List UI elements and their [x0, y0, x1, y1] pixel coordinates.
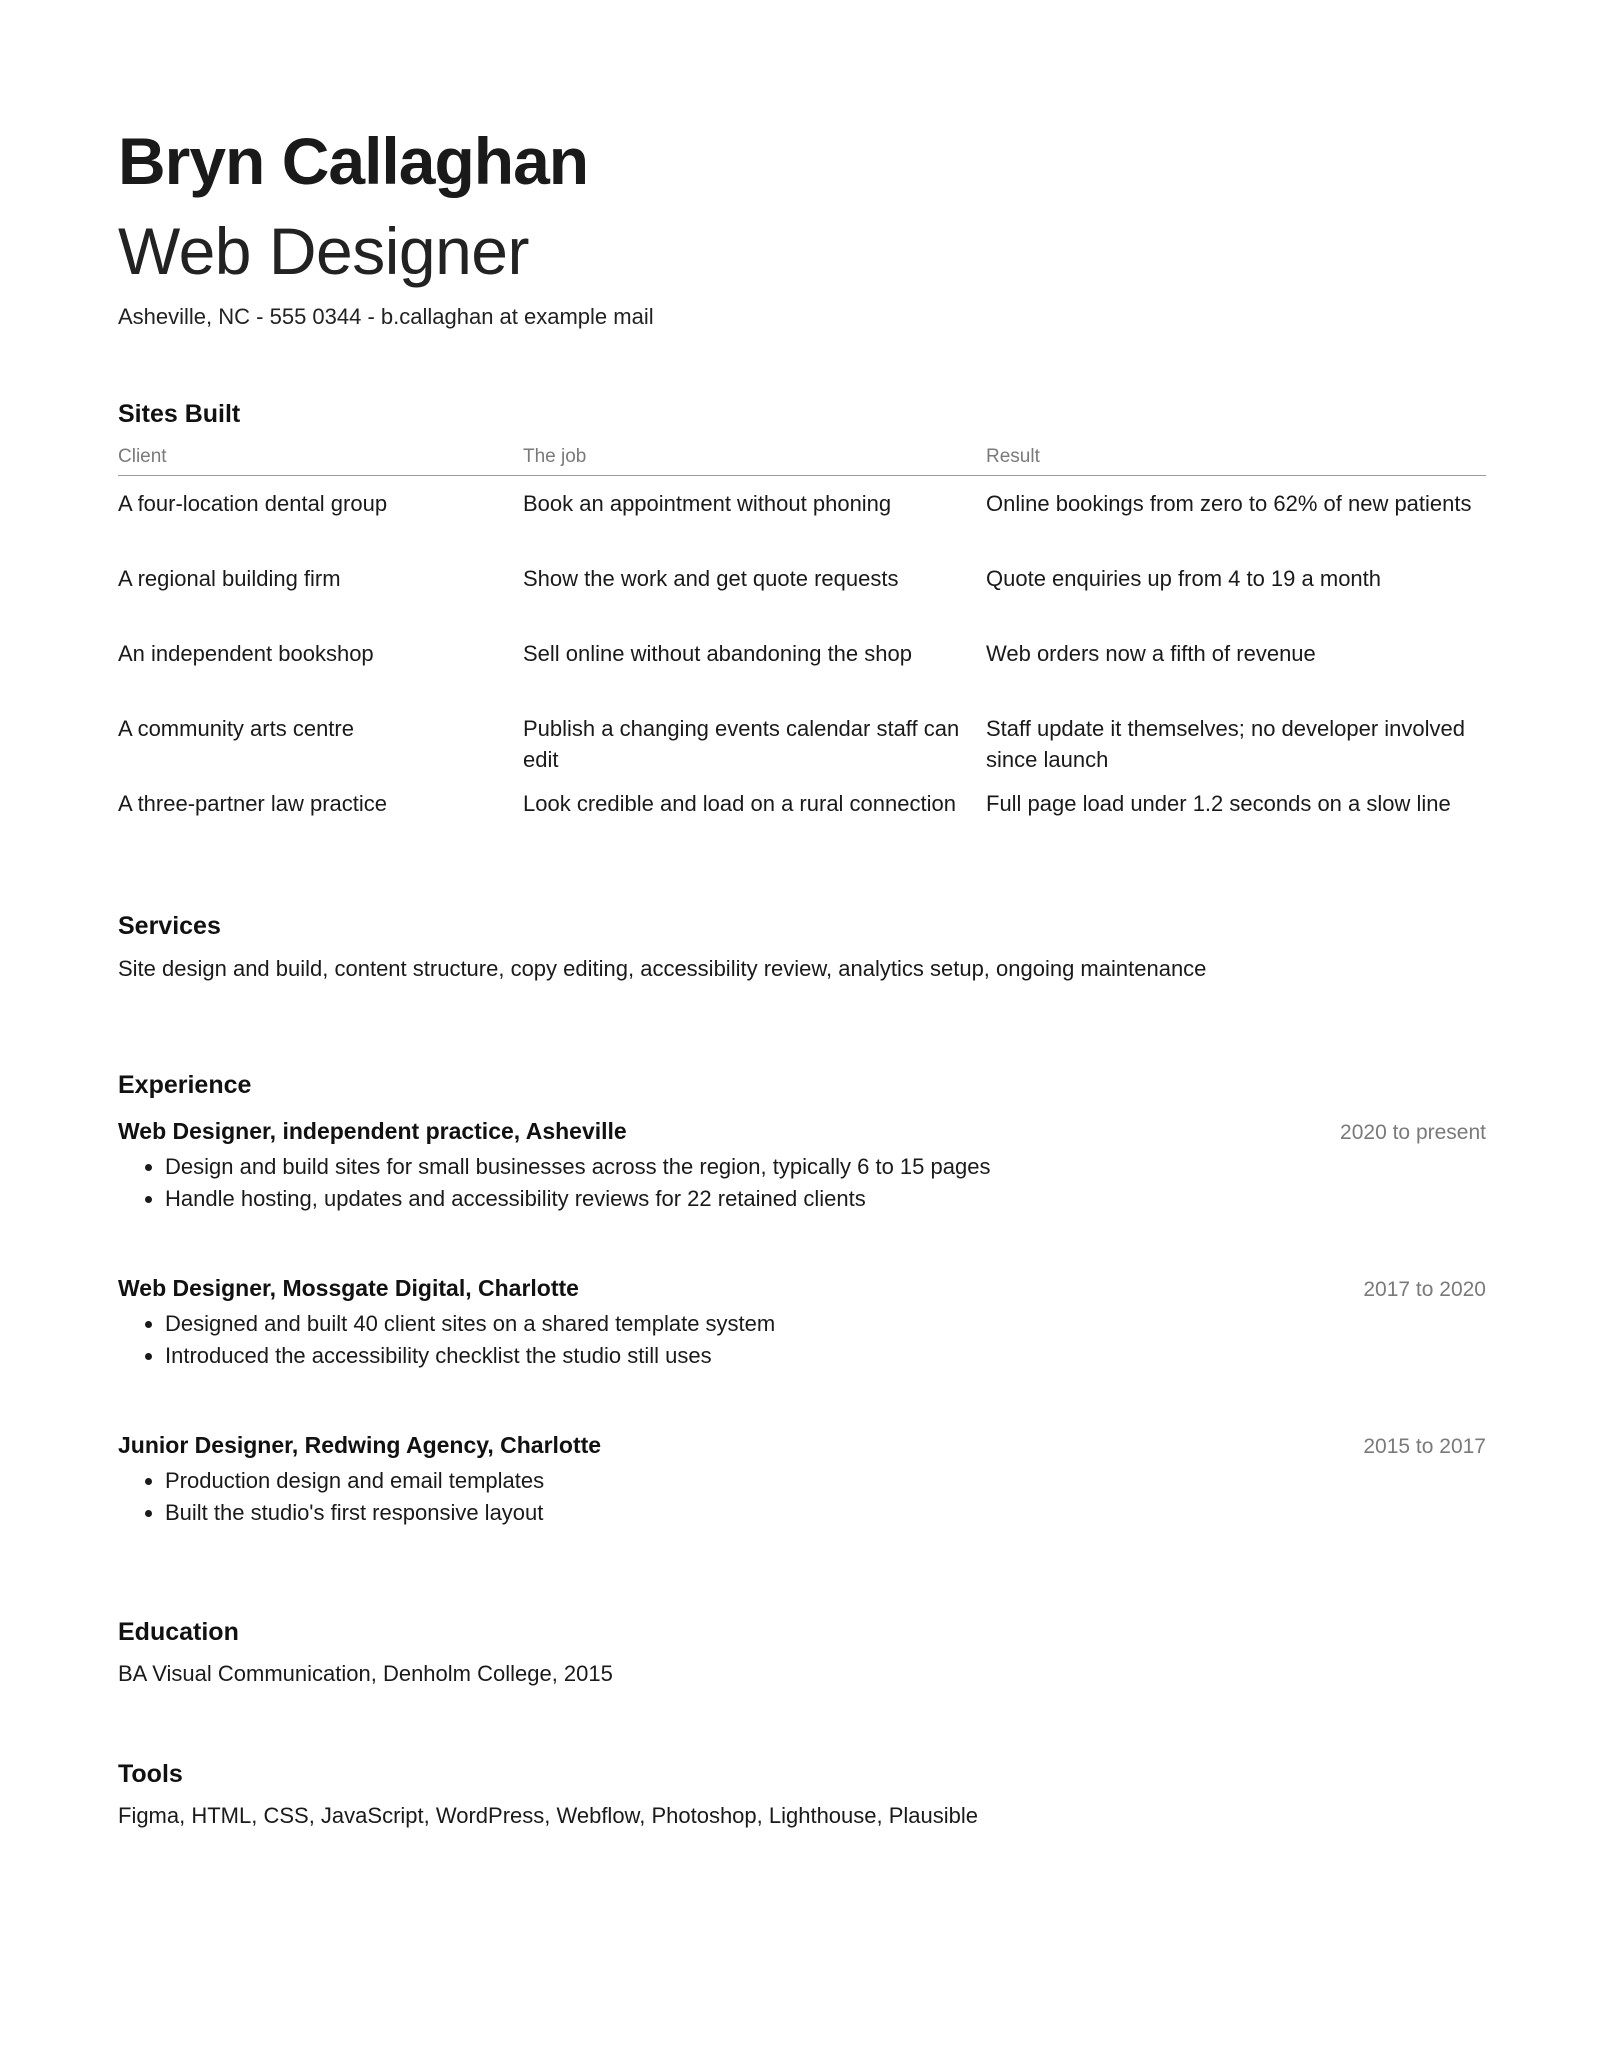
cell-result: Web orders now a fifth of revenue — [986, 641, 1316, 666]
job-bullets — [118, 1308, 1486, 1372]
bullet-item: • Designed and built 40 client sites on a shared template system — [165, 1308, 1486, 1340]
cell-result: Quote enquiries up from 4 to 19 a month — [986, 566, 1382, 591]
cell-client: A four-location dental group — [118, 491, 388, 516]
cell-client: A regional building firm — [118, 566, 341, 591]
cell-client: A community arts centre — [118, 716, 354, 741]
bullet-item: • Handle hosting, updates and accessibility reviews for 22 retained clients — [165, 1183, 1486, 1215]
job-dates: 2017 to 2020 — [1363, 1278, 1486, 1301]
section-title-sites: Sites Built — [118, 400, 241, 428]
job-bullets — [118, 1151, 1486, 1215]
job-title: Junior Designer, Redwing Agency, Charlotte — [118, 1432, 602, 1458]
column-header-client: Client — [118, 446, 167, 467]
table-row — [118, 776, 1486, 851]
experience-entry — [118, 1275, 1486, 1372]
job-dates: 2015 to 2017 — [1363, 1435, 1486, 1458]
table-row — [118, 551, 1486, 626]
bullet-item: • Introduced the accessibility checklist the studio still uses — [165, 1340, 1486, 1372]
job-title: Web Designer, independent practice, Asheville — [118, 1118, 627, 1144]
candidate-role: Web Designer — [118, 214, 529, 288]
section-title-experience: Experience — [118, 1071, 252, 1099]
table-row — [118, 701, 1486, 776]
cell-result: Staff update it themselves; no developer involved since launch — [986, 716, 1466, 772]
cell-job: Look credible and load on a rural connection — [523, 791, 956, 816]
sites-table-header — [118, 446, 1486, 476]
experience-entry — [118, 1118, 1486, 1215]
tools-text: Figma, HTML, CSS, JavaScript, WordPress, Webflow, Photoshop, Lighthouse, Plausible — [118, 1803, 979, 1828]
contact-line: Asheville, NC - 555 0344 - b.callaghan at example mail — [118, 304, 654, 329]
table-row — [118, 476, 1486, 551]
candidate-name: Bryn Callaghan — [118, 124, 589, 198]
section-title-services: Services — [118, 912, 221, 940]
cell-job: Publish a changing events calendar staff can edit — [523, 716, 960, 772]
section-title-tools: Tools — [118, 1760, 183, 1788]
job-dates: 2020 to present — [1340, 1121, 1486, 1144]
sites-table — [118, 446, 1486, 851]
bullet-item: • Production design and email templates — [165, 1465, 1486, 1497]
column-header-job: The job — [523, 446, 587, 467]
job-bullets — [118, 1465, 1486, 1529]
table-row — [118, 626, 1486, 701]
job-title: Web Designer, Mossgate Digital, Charlotte — [118, 1275, 579, 1301]
cell-result: Full page load under 1.2 seconds on a slow line — [986, 791, 1451, 816]
cell-client: A three-partner law practice — [118, 791, 388, 816]
education-text: BA Visual Communication, Denholm College, 2015 — [118, 1661, 613, 1686]
cell-job: Book an appointment without phoning — [523, 491, 892, 516]
bullet-item: • Built the studio's first responsive layout — [165, 1497, 1486, 1529]
cell-job: Sell online without abandoning the shop — [523, 641, 912, 666]
column-header-result: Result — [986, 446, 1040, 467]
experience-entry — [118, 1432, 1486, 1529]
services-text: Site design and build, content structure, copy editing, accessibility review, analytics setup, ongoing maintenance — [118, 956, 1207, 981]
cell-job: Show the work and get quote requests — [523, 566, 899, 591]
bullet-item: • Design and build sites for small businesses across the region, typically 6 to 15 pages — [165, 1151, 1486, 1183]
section-title-education: Education — [118, 1618, 239, 1646]
cell-result: Online bookings from zero to 62% of new patients — [986, 491, 1472, 516]
cell-client: An independent bookshop — [118, 641, 374, 666]
